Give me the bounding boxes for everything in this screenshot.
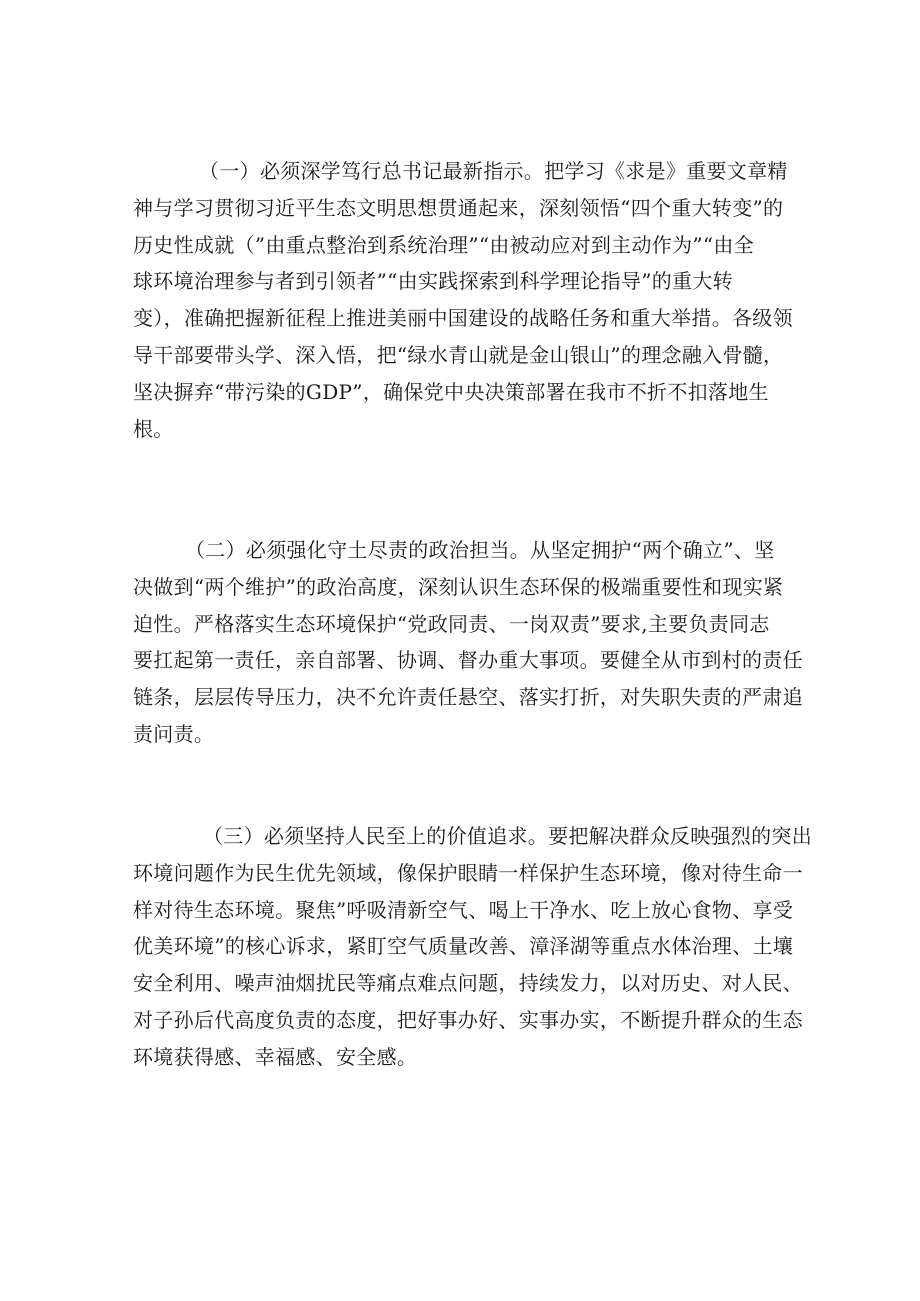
paragraph-2 bbox=[133, 532, 803, 753]
paragraph-1-line-5: 变），准确把握新征程上推进美丽中国建设的战略任务和重大举措。各级领 bbox=[133, 306, 793, 331]
paragraph-3-line-6: 对子孙后代高度负责的态度，把好事办好、实事办实，不断提升群众的生态 bbox=[133, 1007, 803, 1032]
paragraph-3-line-4: 优美环境”的核心诉求，紧盯空气质量改善、漳泽湖等重点水体治理、土壤 bbox=[133, 934, 794, 959]
paragraph-1-line-2: 神与学习贯彻习近平生态文明思想贯通起来，深刻领悟“四个重大转变”的 bbox=[133, 195, 784, 220]
paragraph-2-line-3: 迫性。严格落实生态环境保护“党政同责、一岗双责”要求,主要负责同志 bbox=[133, 611, 770, 636]
paragraph-3-line-7: 环境获得感、幸福感、安全感。 bbox=[133, 1044, 418, 1069]
paragraph-2-line-1: （二）必须强化守土尽责的政治担当。从坚定拥护“两个确立”、坚 bbox=[185, 538, 775, 562]
paragraph-1-line-7: 坚决摒弃“带污染的GDP”，确保党中央决策部署在我市不折不扣落地生 bbox=[133, 379, 769, 404]
paragraph-1-line-4: 球环境治理参与者到引领者”“由实践探索到科学理论指导”的重大转 bbox=[133, 269, 733, 294]
paragraph-1-line-1: （一）必须深学笃行总书记最新指示。把学习《求是》重要文章精 bbox=[199, 159, 788, 183]
paragraph-3-line-2: 环境问题作为民生优先领域，像保护眼睛一样保护生态环境，像对待生命一 bbox=[133, 860, 803, 885]
paragraph-1-line-3: 历史性成就（”由重点整治到系统治理”“由被动应对到主动作为”“由全 bbox=[133, 232, 755, 257]
paragraph-2-line-5: 链条，层层传导压力，决不允许责任悬空、落实打折，对失职失责的严肃追 bbox=[133, 685, 803, 710]
paragraph-2-line-4: 要扛起第一责任，亲自部署、协调、督办重大事项。要健全从市到村的责任 bbox=[133, 648, 803, 673]
paragraph-2-line-6: 责问责。 bbox=[133, 721, 215, 746]
paragraph-3-line-1: （三）必须坚持人民至上的价值追求。要把解决群众反映强烈的突出 bbox=[203, 824, 812, 848]
paragraph-1-line-6: 导干部要带头学、深入悟，把“绿水青山就是金山银山”的理念融入骨髓， bbox=[133, 342, 784, 367]
paragraph-3 bbox=[133, 818, 812, 1076]
paragraph-3-line-3: 样对待生态环境。聚焦”呼吸清新空气、喝上干净水、吃上放心食物、享受 bbox=[133, 897, 794, 922]
paragraph-1 bbox=[133, 153, 798, 447]
paragraph-1-line-8: 根。 bbox=[133, 416, 174, 441]
paragraph-2-line-2: 决做到“两个维护”的政治高度，深刻认识生态环保的极端重要性和现实紧 bbox=[133, 574, 784, 599]
paragraph-3-line-5: 安全利用、噪声油烟扰民等痛点难点问题，持续发力，以对历史、对人民、 bbox=[133, 971, 803, 996]
